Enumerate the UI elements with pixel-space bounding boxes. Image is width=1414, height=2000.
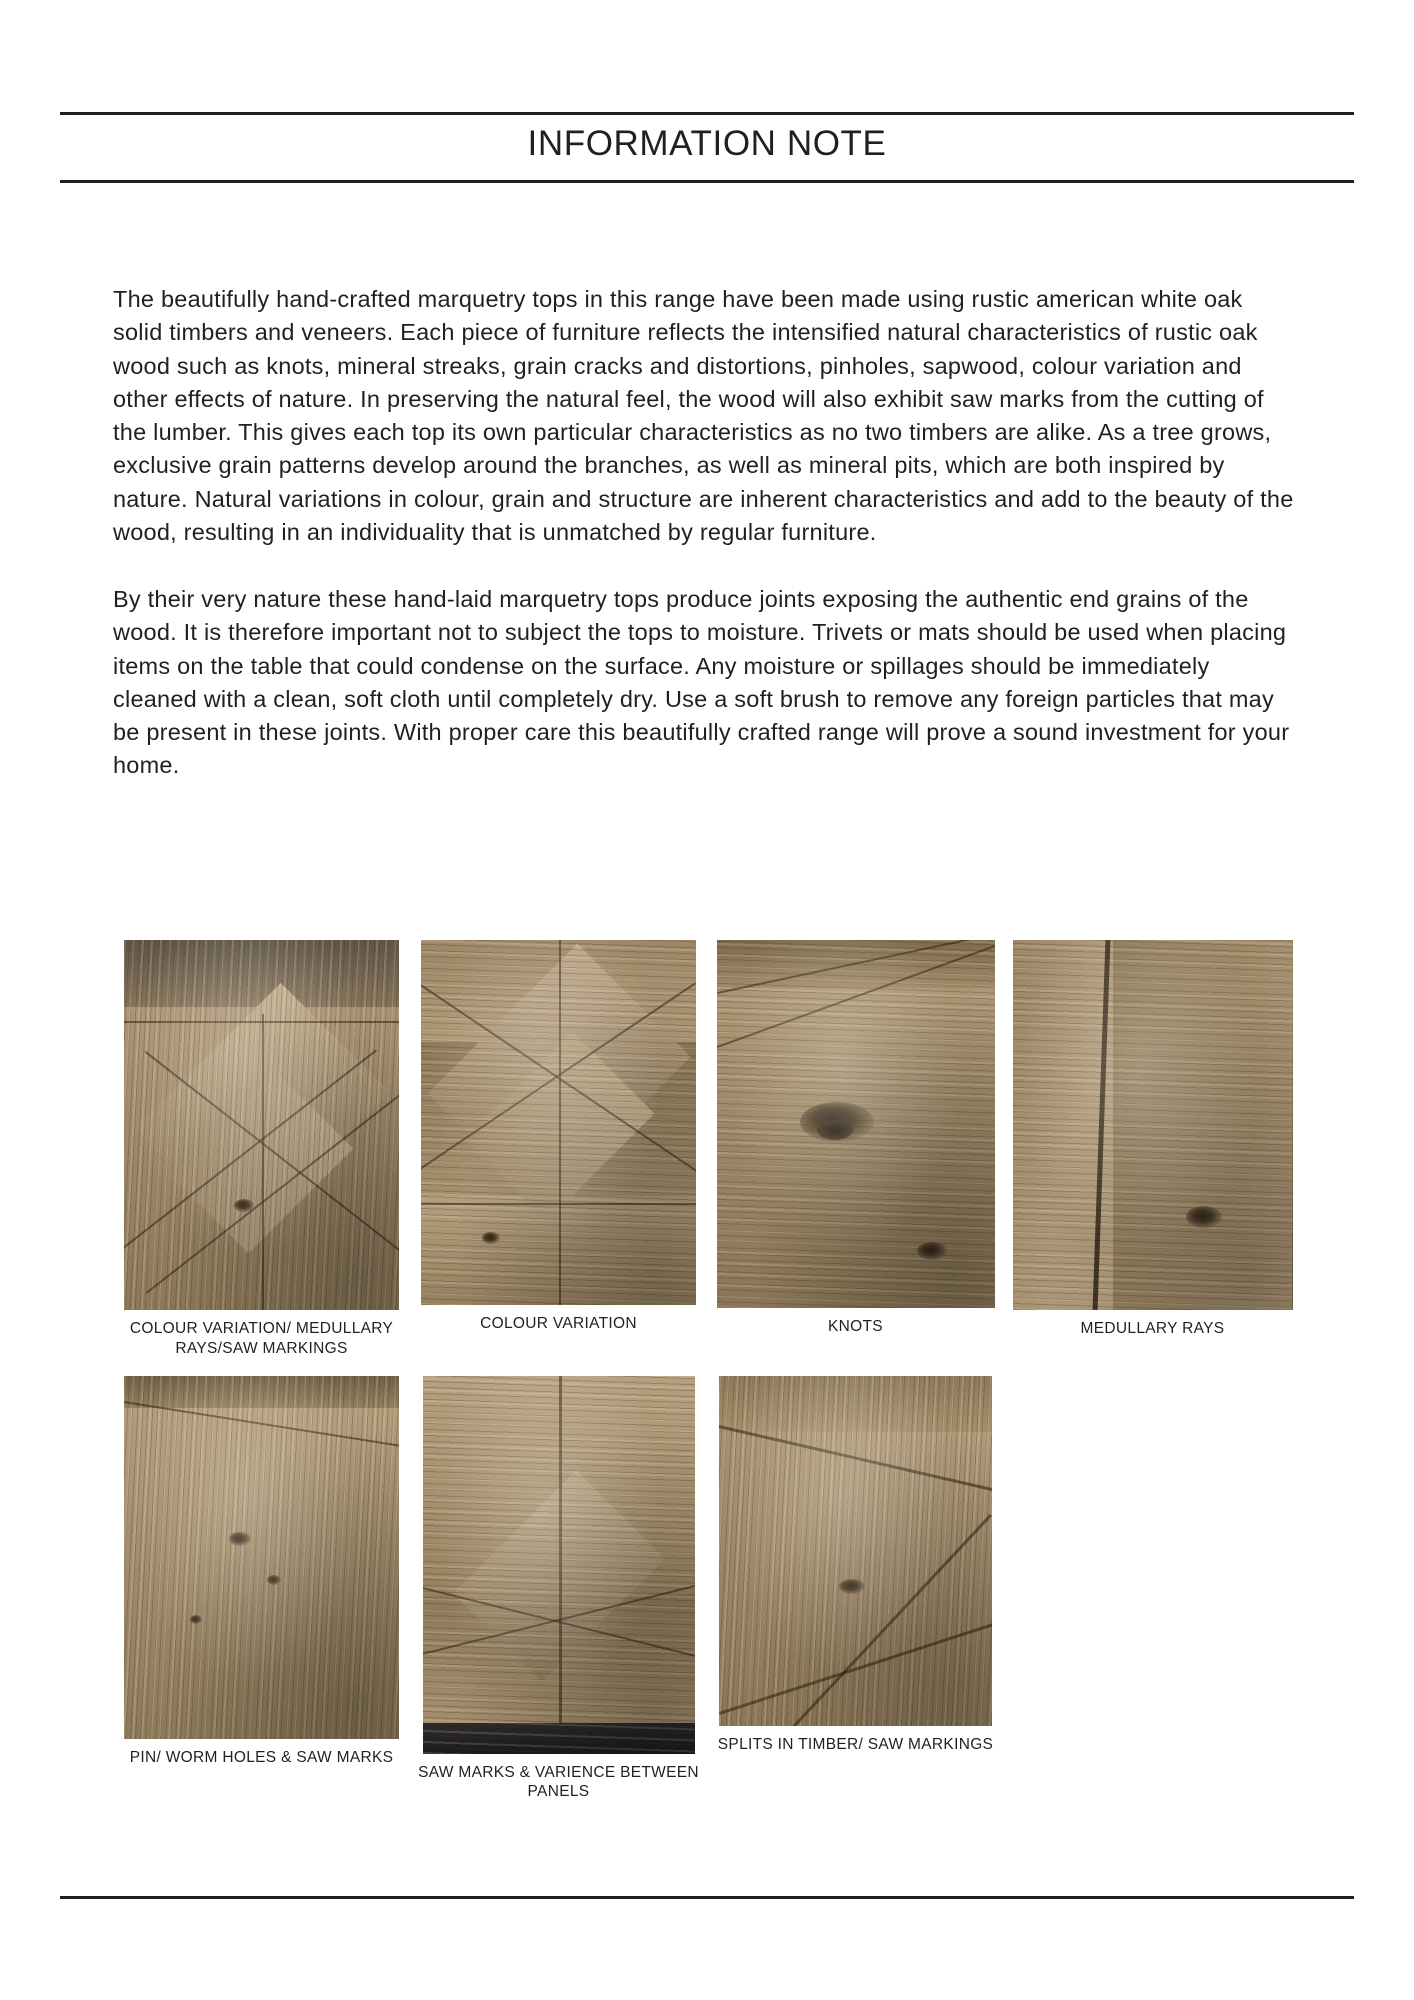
gallery-caption: PIN/ WORM HOLES & SAW MARKS xyxy=(129,1748,394,1766)
body-text xyxy=(113,283,1298,817)
header-bottom-rule xyxy=(60,180,1354,183)
page-title: INFORMATION NOTE xyxy=(527,124,887,163)
gallery-item xyxy=(1004,940,1301,1359)
saw-marks-variance-photo xyxy=(423,1376,695,1754)
gallery-caption: SPLITS IN TIMBER/ SAW MARKINGS xyxy=(717,1735,994,1753)
gallery-caption: COLOUR VARIATION xyxy=(480,1315,637,1332)
gallery-caption: KNOTS xyxy=(828,1318,883,1335)
splits-in-timber-photo xyxy=(719,1376,992,1726)
paragraph-2: By their very nature these hand-laid marquetry tops produce joints exposing the authentic end grains of the wood. It is therefore important not to subject the tops to moisture. Trivets or mats should be used when placing items on the table that could condense on the surface. Any moisture or spillages should be immediately cleaned with a clean, soft cloth until completely dry. Use a soft brush to remove any foreign particles that may be present in these joints. With proper care this beautifully crafted range will prove a sound investment for your home. xyxy=(113,586,1290,779)
gallery-caption: COLOUR VARIATION/ MEDULLARY RAYS/SAW MARKINGS xyxy=(129,1320,394,1357)
gallery-row-2 xyxy=(113,1376,1303,1803)
gallery-item xyxy=(707,940,1004,1359)
pin-worm-holes-photo xyxy=(124,1376,399,1739)
gallery-item xyxy=(410,1376,707,1803)
gallery-item xyxy=(113,940,410,1359)
gallery-caption: SAW MARKS & VARIENCE BETWEEN PANELS xyxy=(418,1763,699,1801)
photo-gallery xyxy=(113,940,1303,1802)
footer-rule xyxy=(60,1896,1354,1899)
medullary-rays-photo xyxy=(1013,940,1293,1310)
paragraph-1: The beautifully hand-crafted marquetry tops in this range have been made using rustic american white oak solid timbers and veneers. Each piece of furniture reflects the intensified natural characteristics of rustic oak wood such as knots, mineral streaks, grain cracks and distortions, pinholes, sapwood, colour variation and other effects of nature. In preserving the natural feel, the wood will also exhibit saw marks from the cutting of the lumber. This gives each top its own particular characteristics as no two timbers are alike. As a tree grows, exclusive grain patterns develop around the branches, as well as mineral pits, which are both inspired by nature. Natural variations in colour, grain and structure are inherent characteristics and add to the beauty of the wood, resulting in an individuality that is unmatched by regular furniture. xyxy=(113,286,1294,545)
gallery-row-1 xyxy=(113,940,1303,1359)
gallery-item xyxy=(707,1376,1004,1803)
gallery-item xyxy=(410,940,707,1359)
knots-photo xyxy=(717,940,995,1308)
colour-variation-photo xyxy=(421,940,696,1305)
marquetry-star-top-photo xyxy=(124,940,399,1310)
gallery-item xyxy=(113,1376,410,1803)
gallery-caption: MEDULLARY RAYS xyxy=(1080,1320,1225,1337)
header-top-rule xyxy=(60,112,1354,115)
